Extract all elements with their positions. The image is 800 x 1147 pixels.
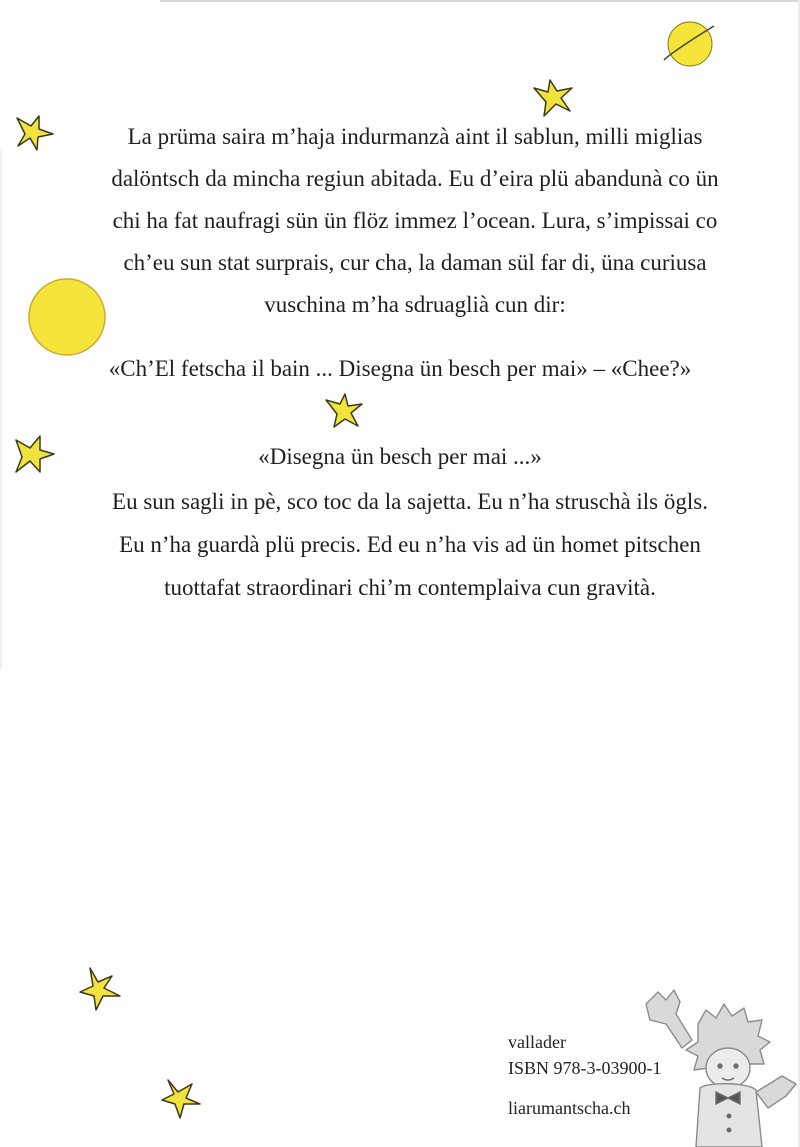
publisher-language: vallader bbox=[508, 1032, 566, 1052]
text-line: vuschina m’ha sdruaglià cun dir: bbox=[264, 292, 566, 317]
star-icon bbox=[78, 966, 124, 1012]
star-icon bbox=[530, 78, 576, 118]
text-line: Eu n’ha guardà plü precis. Ed eu n’ha vis ad ün homet pitschen bbox=[119, 532, 701, 557]
star-icon bbox=[160, 1076, 204, 1120]
text-line: ch’eu sun stat surprais, cur cha, la daman sül far di, üna curiusa bbox=[123, 250, 707, 275]
page-edge-left bbox=[0, 150, 2, 670]
planet-icon bbox=[660, 16, 718, 72]
text-line: tuottafat straordinari chi’m contemplaiva cun gravità. bbox=[164, 575, 656, 600]
star-icon bbox=[322, 392, 366, 430]
text-line: chi ha fat naufragi sün ün flöz immez l’ocean. Lura, s’impissai co bbox=[112, 208, 718, 233]
paragraph-intro bbox=[95, 116, 735, 326]
isbn-number: ISBN 978-3-03900-1 bbox=[508, 1058, 662, 1078]
text-line: dalöntsch da mincha regiun abitada. Eu d’eira plü abandunà co ün bbox=[111, 166, 719, 191]
text-line: La prüma saira m’haja indurmanzà aint il sablun, milli miglias bbox=[127, 124, 703, 149]
star-icon bbox=[14, 112, 56, 152]
quote-line: «Disegna ün besch per mai ...» bbox=[258, 444, 542, 469]
quote-line: «Ch’El fetscha il bain ... Disegna ün besch per mai» – «Chee?» bbox=[108, 356, 692, 381]
page-edge-top bbox=[160, 0, 800, 2]
text-line: Eu sun sagli in pè, sco toc da la sajetta. Eu n’ha struschà ils ögls. bbox=[112, 489, 708, 514]
publisher-website: liarumantscha.ch bbox=[508, 1098, 631, 1118]
paragraph-awakening bbox=[80, 480, 740, 609]
